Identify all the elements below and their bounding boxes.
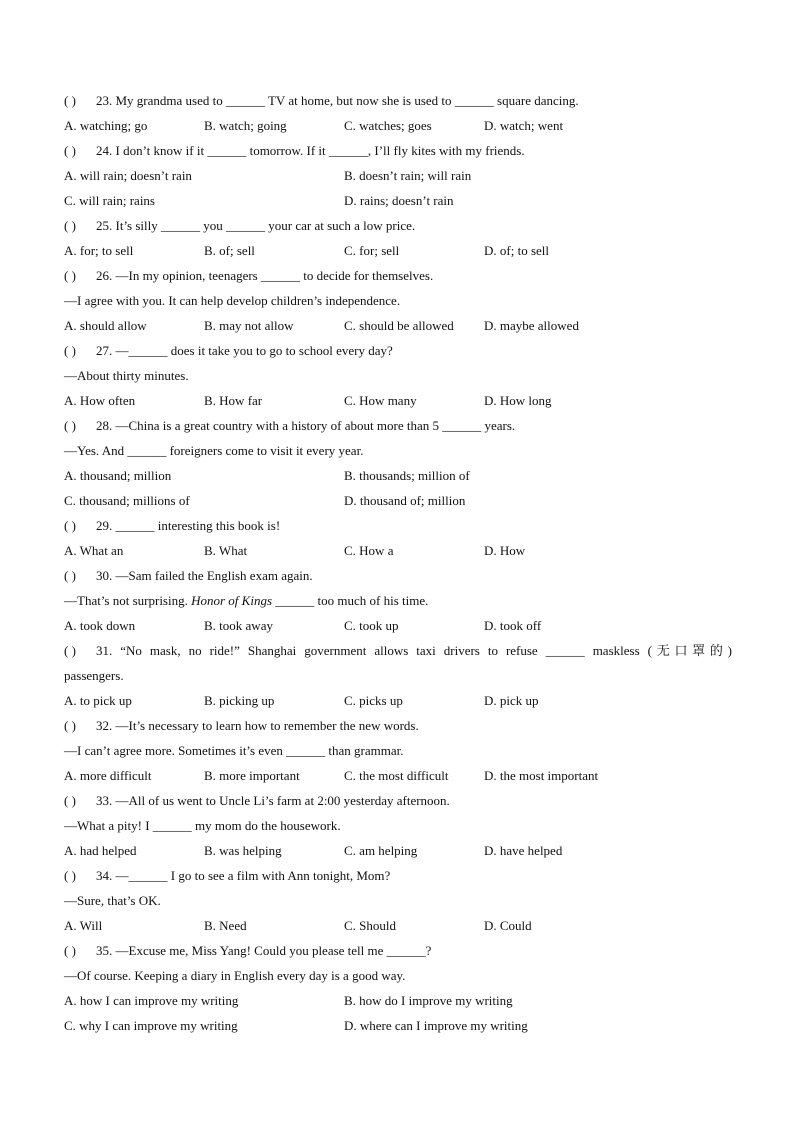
question-30-dialog (0, 588, 793, 613)
question-32-dialog (0, 738, 793, 763)
option-c: C. Should (344, 918, 397, 933)
option-c: C. for; sell (344, 243, 400, 258)
option-c: C. How a (344, 543, 394, 558)
option-c: C. picks up (344, 693, 403, 708)
answer-paren: ( ) (64, 718, 76, 733)
answer-paren: ( ) (64, 143, 76, 158)
question-27-options (0, 388, 793, 413)
dialog-text: —What a pity! I ______ my mom do the housework. (64, 818, 341, 833)
option-c: C. thousand; millions of (64, 493, 190, 508)
dialog-text: —Sure, that’s OK. (64, 893, 161, 908)
question-32-stem (0, 713, 793, 738)
option-b: B. thousands; million of (344, 468, 470, 483)
question-26-stem (0, 263, 793, 288)
question-24-stem (0, 138, 793, 163)
option-b: B. may not allow (204, 318, 294, 333)
question-30-options (0, 613, 793, 638)
answer-paren: ( ) (64, 418, 76, 433)
question-24-options-row-2 (0, 188, 793, 213)
answer-paren: ( ) (64, 868, 76, 883)
option-b: B. watch; going (204, 118, 287, 133)
option-a: A. watching; go (64, 118, 148, 133)
question-text: 28. —China is a great country with a history of about more than 5 ______ years. (96, 418, 516, 433)
answer-paren: ( ) (64, 218, 76, 233)
option-a: A. thousand; million (64, 468, 172, 483)
option-a: A. should allow (64, 318, 147, 333)
question-text: 26. —In my opinion, teenagers ______ to decide for themselves. (96, 268, 434, 283)
question-35-options-row-2 (0, 1013, 793, 1038)
exam-sheet (0, 88, 793, 1038)
option-d: D. How long (484, 393, 552, 408)
question-35-stem (0, 938, 793, 963)
question-26-options (0, 313, 793, 338)
option-b: B. doesn’t rain; will rain (344, 168, 472, 183)
answer-paren: ( ) (64, 793, 76, 808)
option-b: B. more important (204, 768, 300, 783)
dialog-italic-title: Honor of Kings (191, 593, 273, 608)
answer-paren: ( ) (64, 643, 76, 658)
option-b: B. What (204, 543, 248, 558)
question-text: 32. —It’s necessary to learn how to remember the new words. (96, 718, 419, 733)
question-text: 24. I don’t know if it ______ tomorrow. If it ______, I’ll fly kites with my friends. (96, 143, 525, 158)
dialog-text: —I agree with you. It can help develop children’s independence. (64, 293, 401, 308)
dialog-before: —That’s not surprising. (64, 593, 192, 608)
question-33-options (0, 838, 793, 863)
option-d: D. the most important (484, 768, 599, 783)
question-27-stem (0, 338, 793, 363)
answer-paren: ( ) (64, 518, 76, 533)
option-d: D. thousand of; million (344, 493, 466, 508)
option-d: D. maybe allowed (484, 318, 579, 333)
question-34-options (0, 913, 793, 938)
option-d: D. How (484, 543, 526, 558)
question-35-dialog (0, 963, 793, 988)
answer-paren: ( ) (64, 93, 76, 108)
option-b: B. of; sell (204, 243, 255, 258)
option-a: A. will rain; doesn’t rain (64, 168, 192, 183)
option-b: B. took away (204, 618, 273, 633)
question-29-options (0, 538, 793, 563)
dialog-text (64, 588, 428, 613)
question-28-dialog (0, 438, 793, 463)
option-c: C. should be allowed (344, 318, 454, 333)
option-a: A. more difficult (64, 768, 152, 783)
dialog-text: —I can’t agree more. Sometimes it’s even ______ than grammar. (64, 743, 404, 758)
question-31-stem (0, 638, 793, 663)
question-text: 34. —______ I go to see a film with Ann tonight, Mom? (96, 868, 391, 883)
option-c: C. will rain; rains (64, 193, 155, 208)
option-a: A. had helped (64, 843, 137, 858)
option-a: A. to pick up (64, 693, 132, 708)
option-d: D. pick up (484, 693, 539, 708)
question-28-options-row-2 (0, 488, 793, 513)
question-28-options-row-1 (0, 463, 793, 488)
question-31-continuation (0, 663, 793, 688)
question-33-stem (0, 788, 793, 813)
dialog-after: ______ too much of his time. (272, 593, 429, 608)
option-c: C. am helping (344, 843, 418, 858)
option-a: A. for; to sell (64, 243, 134, 258)
question-text: 27. —______ does it take you to go to school every day? (96, 343, 393, 358)
option-b: B. how do I improve my writing (344, 993, 513, 1008)
answer-paren: ( ) (64, 343, 76, 358)
option-b: B. Need (204, 918, 247, 933)
answer-paren: ( ) (64, 268, 76, 283)
answer-paren: ( ) (64, 568, 76, 583)
question-31-options (0, 688, 793, 713)
question-text: 35. —Excuse me, Miss Yang! Could you please tell me ______? (96, 943, 432, 958)
option-c: C. How many (344, 393, 417, 408)
dialog-text: —Yes. And ______ foreigners come to visit it every year. (64, 443, 364, 458)
question-35-options-row-1 (0, 988, 793, 1013)
option-b: B. How far (204, 393, 263, 408)
question-text: 30. —Sam failed the English exam again. (96, 568, 313, 583)
option-d: D. of; to sell (484, 243, 549, 258)
option-d: D. rains; doesn’t rain (344, 193, 454, 208)
question-text: 23. My grandma used to ______ TV at home, but now she is used to ______ square dancing. (96, 93, 579, 108)
option-c: C. watches; goes (344, 118, 432, 133)
question-28-stem (0, 413, 793, 438)
option-b: B. was helping (204, 843, 282, 858)
option-d: D. took off (484, 618, 542, 633)
option-c: C. the most difficult (344, 768, 449, 783)
option-a: A. What an (64, 543, 124, 558)
question-33-dialog (0, 813, 793, 838)
question-32-options (0, 763, 793, 788)
option-a: A. took down (64, 618, 136, 633)
option-d: D. Could (484, 918, 532, 933)
answer-paren: ( ) (64, 943, 76, 958)
question-34-dialog (0, 888, 793, 913)
option-c: C. why I can improve my writing (64, 1018, 238, 1033)
question-text: 29. ______ interesting this book is! (96, 518, 281, 533)
question-text: 25. It’s silly ______ you ______ your car at such a low price. (96, 218, 416, 233)
question-25-stem (0, 213, 793, 238)
option-d: D. where can I improve my writing (344, 1018, 528, 1033)
question-30-stem (0, 563, 793, 588)
question-24-options-row-1 (0, 163, 793, 188)
question-25-options (0, 238, 793, 263)
option-b: B. picking up (204, 693, 275, 708)
continuation-text: passengers. (64, 668, 124, 683)
question-text: 31. “No mask, no ride!” Shanghai government allows taxi drivers to refuse ______ maskless (无口罩的) (96, 643, 732, 658)
option-a: A. Will (64, 918, 103, 933)
question-23-stem (0, 88, 793, 113)
question-23-options (0, 113, 793, 138)
dialog-text: —Of course. Keeping a diary in English every day is a good way. (64, 968, 406, 983)
dialog-text: —About thirty minutes. (64, 368, 189, 383)
question-26-dialog (0, 288, 793, 313)
option-d: D. watch; went (484, 118, 564, 133)
question-text: 33. —All of us went to Uncle Li’s farm at 2:00 yesterday afternoon. (96, 793, 450, 808)
option-c: C. took up (344, 618, 399, 633)
question-29-stem (0, 513, 793, 538)
question-34-stem (0, 863, 793, 888)
option-a: A. How often (64, 393, 136, 408)
option-a: A. how I can improve my writing (64, 993, 239, 1008)
option-d: D. have helped (484, 843, 563, 858)
question-27-dialog (0, 363, 793, 388)
